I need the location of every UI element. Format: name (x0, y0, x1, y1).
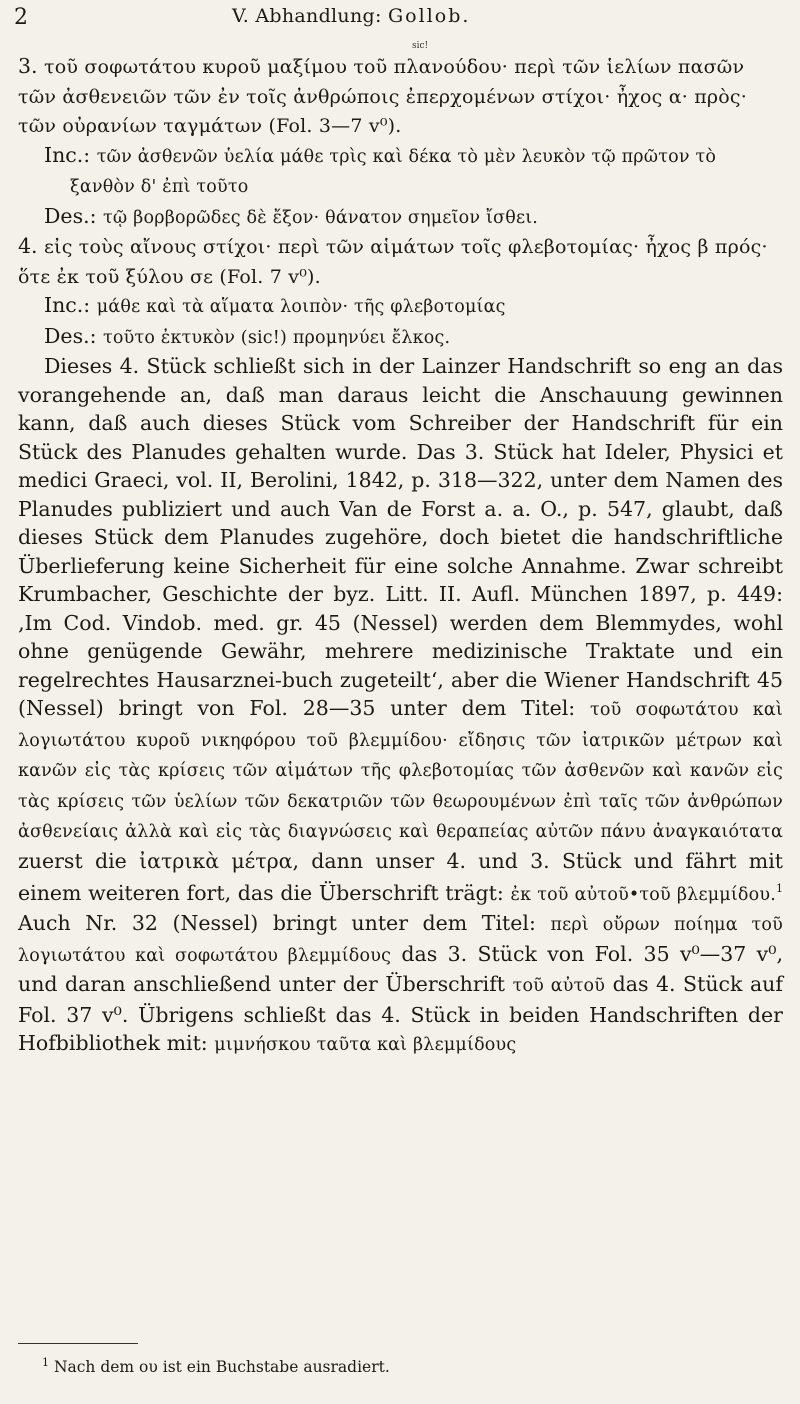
entry-title: εἰς τοὺς αἴνους στίχοι· περὶ τῶν αἱμάτων τοῖς φλεβοτομίας· ἦχος β πρός· ὅτε ἐκ τοῦ ξύλου σε (Fol. 7 v⁰). (18, 236, 768, 288)
inc-text: τῶν ἀσθενῶν ὑελία μάθε τρὶς καὶ δέκα τὸ μὲν λευκὸν τῷ πρῶτον τὸ ξανθὸν δ' ἐπὶ τοῦτο (70, 146, 717, 197)
entry-3 (18, 52, 783, 141)
footnote-rule (18, 1343, 138, 1344)
main-text (18, 52, 783, 1060)
inc-label: Inc.: (44, 293, 91, 317)
paragraph-text: Dieses 4. Stück schließt sich in der Lainzer Handschrift so eng an das vorangehende an, daß man daraus leicht die Anschauung gewinnen kann, daß auch dieses Stück vom Schreiber der Handschrift für ein Stück des Planudes gehalten wurde. Das 3. Stück hat Ideler, Physici et medici Graeci, vol. II, Berolini, 1842, p. 318—322, unter dem Namen des Planudes publiziert und auch Van de Forst a. a. O., p. 547, glaubt, daß dieses Stück dem Planudes zugehöre, doch bietet die handschriftliche Überlieferung keine Sicherheit für eine solche Annahme. Zwar schreibt Krumbacher, Geschichte der byz. Litt. II. Aufl. München 1897, p. 449: ‚Im Cod. Vindob. med. gr. 45 (Nessel) werden dem Blemmydes, wohl ohne genügende Gewähr, mehrere medizinische Traktate und ein regelrechtes Hausarznei-buch zugeteilt‘, aber die Wiener Handschrift 45 (Nessel) bringt von Fol. 28—35 unter dem Titel: (18, 354, 783, 720)
running-head-title: V. Abhandlung: (232, 5, 382, 27)
footnote-text: Nach dem ου ist ein Buchstabe ausradiert. (53, 1358, 390, 1377)
greek-title: τοῦ σοφωτάτου καὶ λογιωτάτου κυροῦ νικηφόρου τοῦ βλεμμίδου· εἴδησις τῶν ἰατρικῶν μέτρων καὶ κανῶν εἰς τὰς κρίσεις τῶν αἱμάτων τῆς φλεβοτομίας τῶν ἀσθενῶν καὶ κανῶν εἰς τὰς κρίσεις τῶν ὑελίων τῶν δεκατριῶν τῶν θεωρουμένων ἐπὶ ταῖς τῶν ἀνθρώπων ἀσθενείαις ἀλλὰ καὶ εἰς τὰς διαγνώσεις καὶ θεραπείας αὐτῶν πάνυ ἀναγκαιότατα (18, 700, 783, 842)
inc-text: μάθε καὶ τὰ αἵματα λοιπὸν· τῆς φλεβοτομίας (96, 297, 506, 317)
des-label: Des.: (44, 323, 97, 348)
entry-4 (18, 232, 783, 291)
greek-title: ἐκ τοῦ αὐτοῦ•τοῦ βλεμμίδου. (510, 884, 776, 905)
desinit-4 (18, 322, 783, 353)
paragraph-text: zuerst die ἰατρικὰ μέτρα, dann unser 4. und 3. Stück und fährt mit einem weiteren fort, das die Überschrift trägt: (18, 848, 783, 905)
body-paragraph (18, 352, 783, 1060)
des-text: τῷ βορβορῶδες δὲ ἔξον· θάνατον σημεῖον ἴσθει. (103, 207, 539, 228)
footnote-marker: 1 (42, 1356, 49, 1369)
paragraph-text: das 4. Stück auf Fol. 37 v⁰. Übrigens schließt das 4. Stück in beiden Handschriften der Hofbibliothek mit: (18, 972, 783, 1056)
desinit-3 (18, 202, 783, 233)
paragraph-text: Auch Nr. 32 (Nessel) bringt unter dem Titel: (18, 911, 536, 936)
running-head-author: Gollob. (388, 5, 471, 27)
sic-annotation: sic! (412, 41, 429, 51)
running-head (232, 5, 470, 27)
page-number: 2 (14, 5, 28, 30)
greek-title: περὶ οὔρων ποίημα τοῦ λογιωτάτου καὶ σοφωτάτου βλεμμίδους (18, 915, 783, 966)
greek-title: μιμνήσκου ταῦτα καὶ βλεμμίδους (214, 1035, 517, 1056)
incipit-4 (18, 291, 783, 322)
incipit-3 (18, 141, 783, 202)
entry-title: τοῦ σοφωτάτου κυροῦ μαξίμου τοῦ πλανούδου· περὶ τῶν ἱελίων πασῶν τῶν ἀσθενειῶν τῶν ἐν τοῖς ἀνθρώποις ἐπερχομένων στίχοι· ἦχος α· πρὸς· τῶν οὐρανίων ταγμάτων (Fol. 3—7 v⁰). (18, 56, 747, 137)
greek-title: τοῦ αὐτοῦ (512, 976, 606, 997)
entry-number: 4. (18, 234, 38, 258)
page-header (0, 5, 800, 37)
des-text: τοῦτο ἐκτυκὸν (sic!) προμηνύει ἔλκος. (103, 327, 451, 348)
inc-label: Inc.: (44, 142, 91, 167)
footnote (42, 1356, 390, 1376)
entry-number: 3. (18, 54, 38, 78)
footnote-reference: 1 (776, 882, 783, 895)
paragraph-text: das 3. Stück von Fol. 35 v⁰—37 v⁰, und daran anschließend unter der Überschrift (18, 941, 783, 997)
des-label: Des.: (44, 203, 97, 228)
